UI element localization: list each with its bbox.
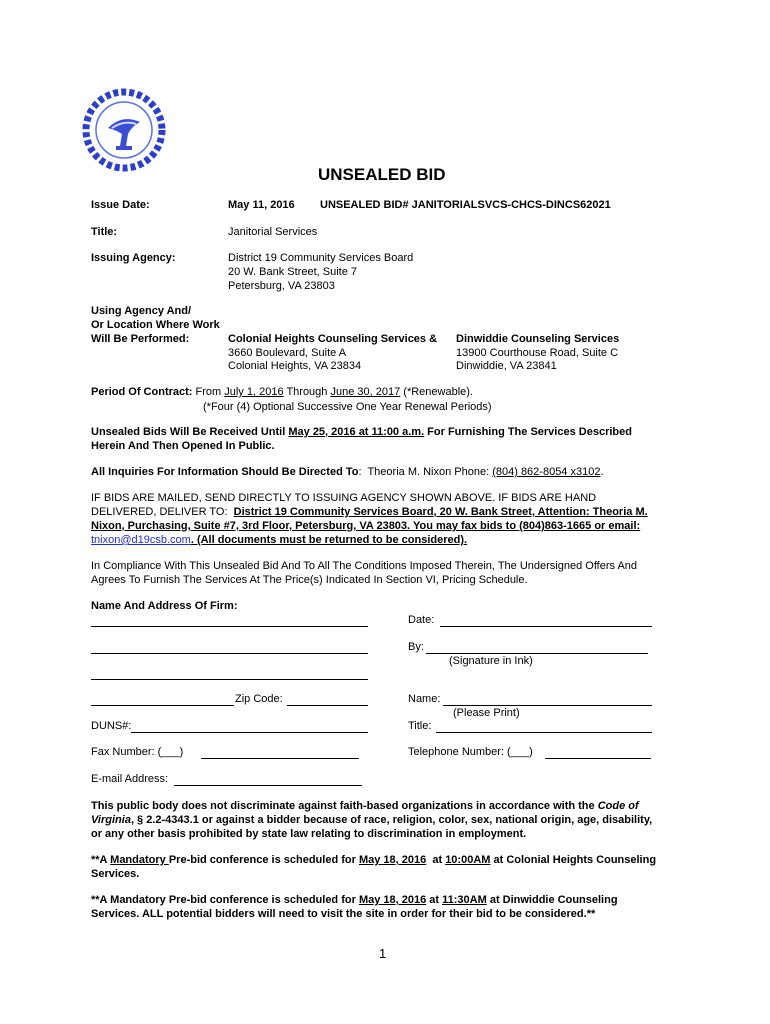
bids-received-post: For Furnishing The Services Described <box>424 426 632 438</box>
compliance-line-1: In Compliance With This Unsealed Bid And To All The Conditions Imposed Therein, The Undersigned Offers And <box>91 560 638 572</box>
location-2-line: Dinwiddie, VA 23841 <box>456 360 557 372</box>
fax-label: Fax Number: (___) <box>91 746 184 758</box>
issuing-agency-label: Issuing Agency: <box>91 252 176 264</box>
signature-field[interactable] <box>426 653 648 654</box>
by-label: By: <box>408 641 424 653</box>
signature-caption: (Signature in Ink) <box>449 655 533 667</box>
bids-deadline: May 25, 2016 at 11:00 a.m. <box>288 426 425 438</box>
title-value: Janitorial Services <box>228 226 318 238</box>
email-label: E-mail Address: <box>91 773 169 785</box>
page-number: 1 <box>379 946 387 961</box>
date-field[interactable] <box>440 626 652 627</box>
duns-label: DUNS#: <box>91 720 132 732</box>
bids-received-pre: Unsealed Bids Will Be Received Until <box>91 426 289 438</box>
prebid-2-line2: Services. ALL potential bidders will need to visit the site in order for their bid to be considered.** <box>91 908 596 920</box>
date-label: Date: <box>408 614 435 626</box>
nondiscrimination-line-3: or any other basis prohibited by state law relating to discrimination in employment. <box>91 828 527 840</box>
location-2-name: Dinwiddie Counseling Services <box>456 333 620 345</box>
location-2-line: 13900 Courthouse Road, Suite C <box>456 347 619 359</box>
prebid-1-time: 10:00AM <box>445 854 491 866</box>
period-end: June 30, 2017 <box>330 386 401 398</box>
prebid-2 <box>91 894 618 906</box>
inquiries-end: . <box>600 466 604 478</box>
print-caption: (Please Print) <box>453 707 520 719</box>
duns-field[interactable] <box>131 732 368 733</box>
period-from: From <box>195 386 222 398</box>
email-link[interactable]: tnixon@d19csb.com <box>91 534 191 546</box>
prebid-1-date: May 18, 2016 <box>358 854 427 866</box>
zip-label: Zip Code: <box>235 693 283 705</box>
agency-line: 20 W. Bank Street, Suite 7 <box>228 266 358 278</box>
period-label: Period Of Contract: <box>91 386 193 398</box>
telephone-label: Telephone Number: (___) <box>408 746 533 758</box>
zip-field[interactable] <box>287 705 368 706</box>
mail-line-4 <box>91 534 467 546</box>
virginia: Virginia <box>91 814 131 826</box>
inquiries-phone: (804) 862-8054 x3102 <box>492 466 601 478</box>
page-title: UNSEALED BID <box>318 165 446 184</box>
mail-line-2-address: District 19 Community Services Board, 20 W. Bank Street, Attention: Theoria M. <box>233 506 648 518</box>
email-field[interactable] <box>174 785 362 786</box>
inquiries-colon: : <box>358 466 362 478</box>
nondiscrimination-line-2 <box>91 814 652 826</box>
issue-date-label: Issue Date: <box>91 199 150 211</box>
agency-seal-icon <box>82 88 166 172</box>
prebid-2-pre: **A Mandatory Pre-bid conference is scheduled for <box>91 894 359 906</box>
mail-line-2-pre: DELIVERED, DELIVER TO: <box>91 506 234 518</box>
location-1-line: Colonial Heights, VA 23834 <box>228 360 362 372</box>
inquiries-contact: Theoria M. Nixon Phone: <box>361 466 493 478</box>
mail-line-4-post: . (All documents must be returned to be considered). <box>190 534 468 546</box>
period-note: (*Four (4) Optional Successive One Year Renewal Periods) <box>203 401 492 413</box>
prebid-1-pre: **A <box>91 854 111 866</box>
prebid-2-at: at <box>426 894 443 906</box>
prebid-1-at: at <box>426 854 446 866</box>
prebid-2-date: May 18, 2016 <box>358 894 427 906</box>
period-renewable: (*Renewable). <box>403 386 473 398</box>
telephone-field[interactable] <box>545 758 651 759</box>
mail-line-1: IF BIDS ARE MAILED, SEND DIRECTLY TO ISSUING AGENCY SHOWN ABOVE. IF BIDS ARE HAND <box>91 492 597 504</box>
prebid-1-mandatory: Mandatory <box>110 854 169 866</box>
nondiscrimination-line-1 <box>91 800 639 812</box>
using-agency-label: Or Location Where Work <box>91 319 220 331</box>
name-label: Name: <box>408 693 441 705</box>
agency-line: Petersburg, VA 23803 <box>228 280 335 292</box>
period-start: July 1, 2016 <box>224 386 284 398</box>
prebid-1-post: at Colonial Heights Counseling <box>490 854 657 866</box>
period-of-contract <box>91 386 473 398</box>
prebid-2-time: 11:30AM <box>442 894 487 906</box>
name-address-label: Name And Address Of Firm: <box>91 600 238 612</box>
compliance-line-2: Agrees To Furnish The Services At The Price(s) Indicated In Section VI, Pricing Schedule. <box>91 574 528 586</box>
agency-line: District 19 Community Services Board <box>228 252 414 264</box>
inquiries <box>91 466 604 478</box>
city-field[interactable] <box>91 705 234 706</box>
mail-line-3: Nixon, Purchasing, Suite #7, 3rd Floor, Petersburg, VA 23803. You may fax bids to (804)863-1665 or email: <box>91 520 641 532</box>
name-field[interactable] <box>443 705 652 706</box>
using-agency-label: Will Be Performed: <box>91 333 190 345</box>
bid-number: UNSEALED BID# JANITORIALSVCS-CHCS-DINCS62021 <box>320 199 611 211</box>
title-label: Title: <box>91 226 118 238</box>
firm-name-line-1[interactable] <box>91 626 368 627</box>
location-1-name: Colonial Heights Counseling Services & <box>228 333 438 345</box>
firm-address-line-2[interactable] <box>91 679 368 680</box>
nondiscrimination-post: , § 2.2-4343.1 or against a bidder because of race, religion, color, sex, national origin, age, disability, <box>130 814 653 826</box>
nondiscrimination-pre: This public body does not discriminate against faith-based organizations in accordance with the <box>91 800 598 812</box>
bids-received-line2: Herein And Then Opened In Public. <box>91 440 275 452</box>
firm-address-line-1[interactable] <box>91 653 368 654</box>
title-field-label: Title: <box>408 720 432 732</box>
bids-received <box>91 426 632 438</box>
fax-field[interactable] <box>201 758 359 759</box>
prebid-1-mid: Pre-bid conference is scheduled for <box>168 854 359 866</box>
mail-line-2 <box>91 506 648 518</box>
code-of-virginia: Code of <box>597 800 639 812</box>
prebid-1 <box>91 854 656 866</box>
location-1-line: 3660 Boulevard, Suite A <box>228 347 347 359</box>
inquiries-label: All Inquiries For Information Should Be Directed To <box>91 466 359 478</box>
prebid-2-post: at Dinwiddie Counseling <box>486 894 618 906</box>
issue-date-value: May 11, 2016 <box>228 199 295 211</box>
using-agency-label: Using Agency And/ <box>91 305 192 317</box>
prebid-1-line2: Services. <box>91 868 140 880</box>
title-field[interactable] <box>436 732 652 733</box>
period-through: Through <box>286 386 328 398</box>
